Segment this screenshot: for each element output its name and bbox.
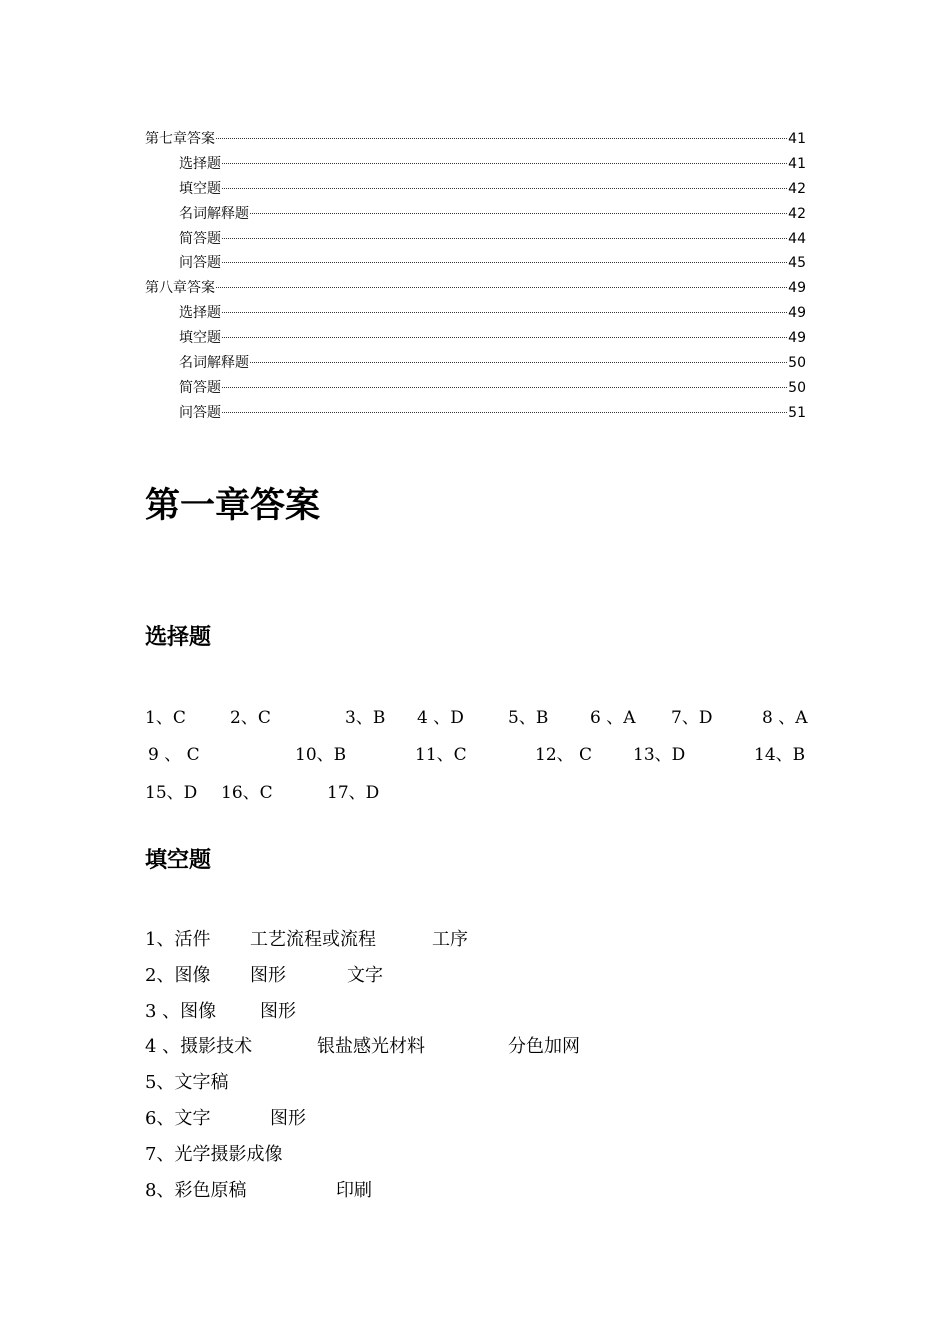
fill-heading: 填空题	[145, 848, 212, 873]
toc-entry-label: 填空题	[179, 330, 221, 347]
toc-entry[interactable]	[145, 152, 806, 177]
toc-entry-page: 44	[788, 230, 806, 247]
fill-answer-item: 印刷	[336, 1179, 372, 1201]
choice-heading: 选择题	[145, 625, 212, 650]
choice-answer: 9 、 C	[148, 745, 200, 765]
toc-leader-dots	[222, 163, 787, 164]
toc-entry-page: 41	[788, 131, 806, 147]
fill-answer-item: 8、彩色原稿	[145, 1179, 247, 1201]
table-of-contents	[145, 127, 806, 426]
toc-entry[interactable]	[145, 351, 806, 376]
fill-answer-item: 工序	[432, 929, 468, 950]
fill-answer-item: 分色加网	[508, 1036, 580, 1058]
toc-entry-label: 选择题	[179, 155, 221, 172]
fill-answer-item: 文字	[347, 964, 383, 986]
fill-answer-item: 6、文字	[145, 1108, 211, 1129]
toc-leader-dots	[222, 337, 787, 338]
toc-entry-page: 49	[788, 305, 806, 322]
fill-answer-row	[145, 1068, 745, 1094]
fill-answer-item: 图形	[260, 1000, 296, 1022]
toc-entry-page: 42	[788, 205, 806, 222]
fill-answer-item: 3 、图像	[145, 1000, 217, 1022]
toc-leader-dots	[222, 312, 787, 313]
chapter-title: 第一章答案	[145, 486, 321, 526]
choice-answer: 17、D	[327, 783, 380, 803]
toc-entry-page: 49	[788, 330, 806, 347]
toc-entry-label: 选择题	[179, 305, 221, 322]
toc-entry-page: 45	[788, 255, 806, 272]
fill-answer-item: 图形	[250, 964, 286, 986]
toc-leader-dots	[250, 362, 787, 363]
toc-entry-page: 42	[788, 180, 806, 197]
choice-answer: 15、D	[145, 783, 198, 803]
fill-answer-row	[145, 1140, 745, 1166]
toc-entry[interactable]	[145, 326, 806, 351]
toc-leader-dots	[222, 412, 787, 413]
fill-answer-row	[145, 1176, 745, 1202]
toc-entry[interactable]	[145, 177, 806, 202]
fill-answer-row	[145, 961, 745, 987]
toc-entry-label: 问答题	[179, 255, 221, 272]
choice-answer: 6 、A	[590, 708, 636, 728]
fill-answer-item: 2、图像	[145, 964, 211, 986]
choice-answer: 12、 C	[535, 745, 593, 765]
toc-leader-dots	[216, 138, 787, 139]
toc-leader-dots	[222, 262, 787, 263]
toc-entry[interactable]	[145, 276, 806, 301]
choice-answer: 5、B	[508, 708, 549, 728]
toc-entry-page: 50	[788, 355, 806, 372]
toc-leader-dots	[222, 188, 787, 189]
fill-answer-row	[145, 997, 745, 1023]
toc-entry[interactable]	[145, 376, 806, 401]
choice-answer: 3、B	[345, 708, 386, 728]
toc-entry-page: 50	[788, 379, 806, 396]
toc-entry-label: 填空题	[179, 180, 221, 197]
choice-answer: 7、D	[671, 708, 713, 728]
toc-entry[interactable]	[145, 401, 806, 426]
toc-entry-label: 名词解释题	[179, 355, 249, 372]
toc-entry-label: 简答题	[179, 379, 221, 396]
choice-answer: 2、C	[230, 708, 271, 728]
choice-answer: 11、C	[415, 745, 467, 765]
toc-leader-dots	[222, 238, 787, 239]
toc-entry[interactable]	[145, 202, 806, 227]
toc-entry[interactable]	[145, 227, 806, 252]
toc-entry-label: 问答题	[179, 404, 221, 421]
fill-answer-item: 5、文字稿	[145, 1072, 229, 1094]
fill-answer-row	[145, 1032, 745, 1058]
toc-entry-label: 名词解释题	[179, 205, 249, 222]
choice-answer: 4 、D	[417, 708, 464, 728]
fill-answer-item: 图形	[270, 1108, 306, 1129]
toc-entry[interactable]	[145, 251, 806, 276]
choice-answer: 8 、A	[762, 708, 808, 728]
toc-leader-dots	[222, 387, 787, 388]
choice-answer: 16、C	[221, 783, 273, 803]
choice-answer: 13、D	[633, 745, 686, 765]
choice-answer: 10、B	[295, 745, 347, 765]
fill-answer-item: 工艺流程或流程	[250, 929, 376, 950]
toc-leader-dots	[250, 213, 787, 214]
fill-answer-row	[145, 1104, 745, 1130]
toc-entry-label: 第七章答案	[145, 131, 215, 147]
fill-answer-item: 银盐感光材料	[317, 1036, 425, 1058]
fill-answer-row	[145, 925, 745, 951]
toc-entry[interactable]	[145, 127, 806, 152]
fill-answer-item: 1、活件	[145, 929, 211, 950]
toc-entry[interactable]	[145, 301, 806, 326]
choice-answer: 14、B	[754, 745, 806, 765]
fill-answer-item: 4 、摄影技术	[145, 1036, 253, 1058]
toc-entry-label: 简答题	[179, 230, 221, 247]
choice-answer: 1、C	[145, 708, 186, 728]
fill-answer-item: 7、光学摄影成像	[145, 1143, 283, 1165]
toc-entry-page: 51	[788, 404, 806, 421]
toc-entry-page: 41	[788, 155, 806, 172]
toc-leader-dots	[216, 287, 787, 288]
toc-entry-page: 49	[788, 280, 806, 297]
toc-entry-label: 第八章答案	[145, 280, 215, 297]
